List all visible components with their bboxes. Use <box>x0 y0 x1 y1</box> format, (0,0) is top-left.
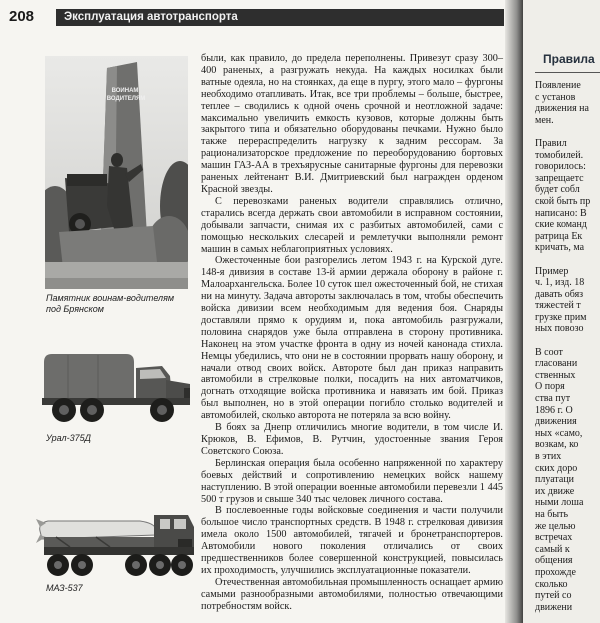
right-page-line: ных «само, <box>535 427 583 439</box>
right-page-line: ской быть пр <box>535 195 591 207</box>
paragraph: В послевоенные годы войсковые соединения и части получили большое число транспортных средств. В 1948 г. стрелковая дивизия имела около 1500 автомобилей, тягачей и бронетранспортеров. Автомобили нового поколения отличались от своих предшественников более совершенной конструкцией, повысилась их проходимость, улучшились эксплуатационные показатели. <box>201 505 503 576</box>
right-page-line: давать обяз <box>535 288 584 300</box>
right-page-line: движения на <box>535 103 589 115</box>
right-page-line: В соот <box>535 346 563 358</box>
right-page-title: Правила <box>543 52 595 66</box>
right-page-line: путей со <box>535 590 572 602</box>
right-page-line: О поря <box>535 381 565 393</box>
caption-monument <box>46 293 196 315</box>
right-page-line: прохожде <box>535 566 576 578</box>
right-page-line: Появление <box>535 80 581 91</box>
right-page-line: грузке прим <box>535 311 587 323</box>
right-page-line: Правил <box>535 137 567 149</box>
right-page-line: плуатаци <box>535 474 575 486</box>
right-page-line <box>535 126 600 138</box>
maz-truck-image <box>36 505 196 583</box>
right-page-line: гласовани <box>535 358 578 370</box>
paragraph: С перевозками раненых водители справлялись отлично, старались всегда держать свои автомобили в исправном состоянии, добывали запчасти, снимая их с разбитых автомобилей, сами с помощью нескольких слесарей и ремлетучки выполняли ремонт машин в самых неблагоприятных условиях. <box>201 195 503 255</box>
paragraph: Берлинская операция была особенно напряженной по характеру боевых действий и сопротивлению немецких войск нашему наступлению. В этой операции военные автомобили перевезли 1 445 500 т грузов и свыше 340 тыс человек личного состава. <box>201 457 503 505</box>
right-page-line: запрещаетс <box>535 172 584 184</box>
right-page-line: же целью <box>535 520 576 532</box>
right-page-line: встречах <box>535 532 573 544</box>
right-page-line: ственных <box>535 369 576 381</box>
right-page-line: ных повозо <box>535 323 584 335</box>
right-page-rule <box>535 72 600 73</box>
right-page-text <box>535 80 600 613</box>
paragraph: были, как правило, до предела переполнены. Привезут сразу 300–400 раненых, а разгружать некуда. На каждых носилках были ватные одеяла, но на стоянках, да еще в пургу, этого мало – фургоны необходимо отапливать. Итак, все три проблемы – больше, быстрее, теплее – сводились к одной очень срочной и неотложной задаче: максимально увеличить емкость кузовов, которые должны быть закрытого типа и обязательно оборудованы печками. Нужно было также перераспределить нагрузку к задним рессорам. За рационализаторское предложение по переоборудованию бортовых машин ГАЗ-АА в трехъярусные санитарные фургоны для перевозки раненых лейтенант В.И. Дмитриевский был награжден орденом Красной звезды. <box>201 53 503 195</box>
page-header <box>0 0 513 28</box>
right-page-line: их движе <box>535 485 575 497</box>
right-page-line: ч. 1, изд. 18 <box>535 277 585 289</box>
monument-inscription-line1: ВОИНАМ <box>111 88 139 94</box>
right-page-line: ские команд <box>535 219 587 231</box>
right-page <box>523 0 600 623</box>
right-page-line: ными лоша <box>535 497 584 509</box>
right-page-line: написано: В <box>535 207 587 219</box>
caption-monument-line1: Памятник воинам-водителям <box>46 293 175 303</box>
right-page-line <box>535 335 600 347</box>
monument-photo <box>45 56 188 289</box>
right-page-line: тяжестей т <box>535 300 581 312</box>
right-page-line: с установ <box>535 91 576 103</box>
right-page-line: томобилей. <box>535 149 584 161</box>
right-page-line: кричать, ма <box>535 242 585 254</box>
right-page-line: мен. <box>535 114 554 126</box>
paragraph: Отечественная автомобильная промышленность оснащает армию самыми разнообразными автомобилями, полностью отвечающими потребностям войск. <box>201 576 503 612</box>
page-number: 208 <box>9 8 35 25</box>
body-text <box>201 53 503 613</box>
caption-monument-line2: под Брянском <box>46 304 104 314</box>
right-page-line: ских доро <box>535 462 578 474</box>
right-page-line: 1896 г. О <box>535 404 573 416</box>
paragraph: Ожесточенные бои разгорелись летом 1943 г. на Курской дуге. 148-я дивизия в составе 13-й армии держала оборону в районе г. Малоархангельска. Более 10 суток шел ожесточенный бой, не стихая ни на минуту. Задача автороты заключалась в том, чтобы обеспечить войска дивизии всем необходимым для ведения боя. Снаряды доставляли прямо к орудиям и, пока автомобиль разгружали, половина снарядов уже была отправлена в сторону противника. Наконец на этом участке фронта в одну из ночей канонада стихла. Немцы убедились, что они не в состоянии прорвать нашу оборону, и начали отвод своих войск. Автороте был дан приказ направить автомобили в стрелковые полки, посадить на них автоматчиков, догнать отходящие войска противника и навязать им бой. Приказ был выполнен, но в этой операции погибло столько водителей и автомобилей, сколько авторота не потеряла за всю войну. <box>201 255 503 422</box>
right-page-line: ства пут <box>535 393 571 405</box>
right-page-line: возкам, ко <box>535 439 579 451</box>
caption-maz: МАЗ-537 <box>46 583 83 593</box>
paragraph: В боях за Днепр отличились многие водители, в том числе И. Крюков, В. Ефимов, В. Рутчин, удостоенные звания Героя Советского Союза. <box>201 422 503 457</box>
right-page-line: ратрица Ек <box>535 230 583 242</box>
monument-inscription-line2: ВОДИТЕЛЯМ <box>106 96 146 102</box>
running-head: Эксплуатация автотранспорта <box>56 9 504 26</box>
right-page-line: сколько <box>535 578 568 590</box>
right-page-line: в этих <box>535 451 562 462</box>
caption-ural: Урал-375Д <box>46 433 91 443</box>
right-page-line: на быть <box>535 508 569 520</box>
right-page-line: будет собл <box>535 184 580 196</box>
ural-truck-image <box>38 346 192 426</box>
right-page-line: говорилось: <box>535 161 586 173</box>
right-page-line: движения <box>535 416 577 428</box>
right-page-line: движени <box>535 601 573 613</box>
right-page-line: самый к <box>535 543 570 555</box>
right-page-line <box>535 254 600 266</box>
right-page-line: общения <box>535 555 573 567</box>
right-page-line: Пример <box>535 265 569 277</box>
